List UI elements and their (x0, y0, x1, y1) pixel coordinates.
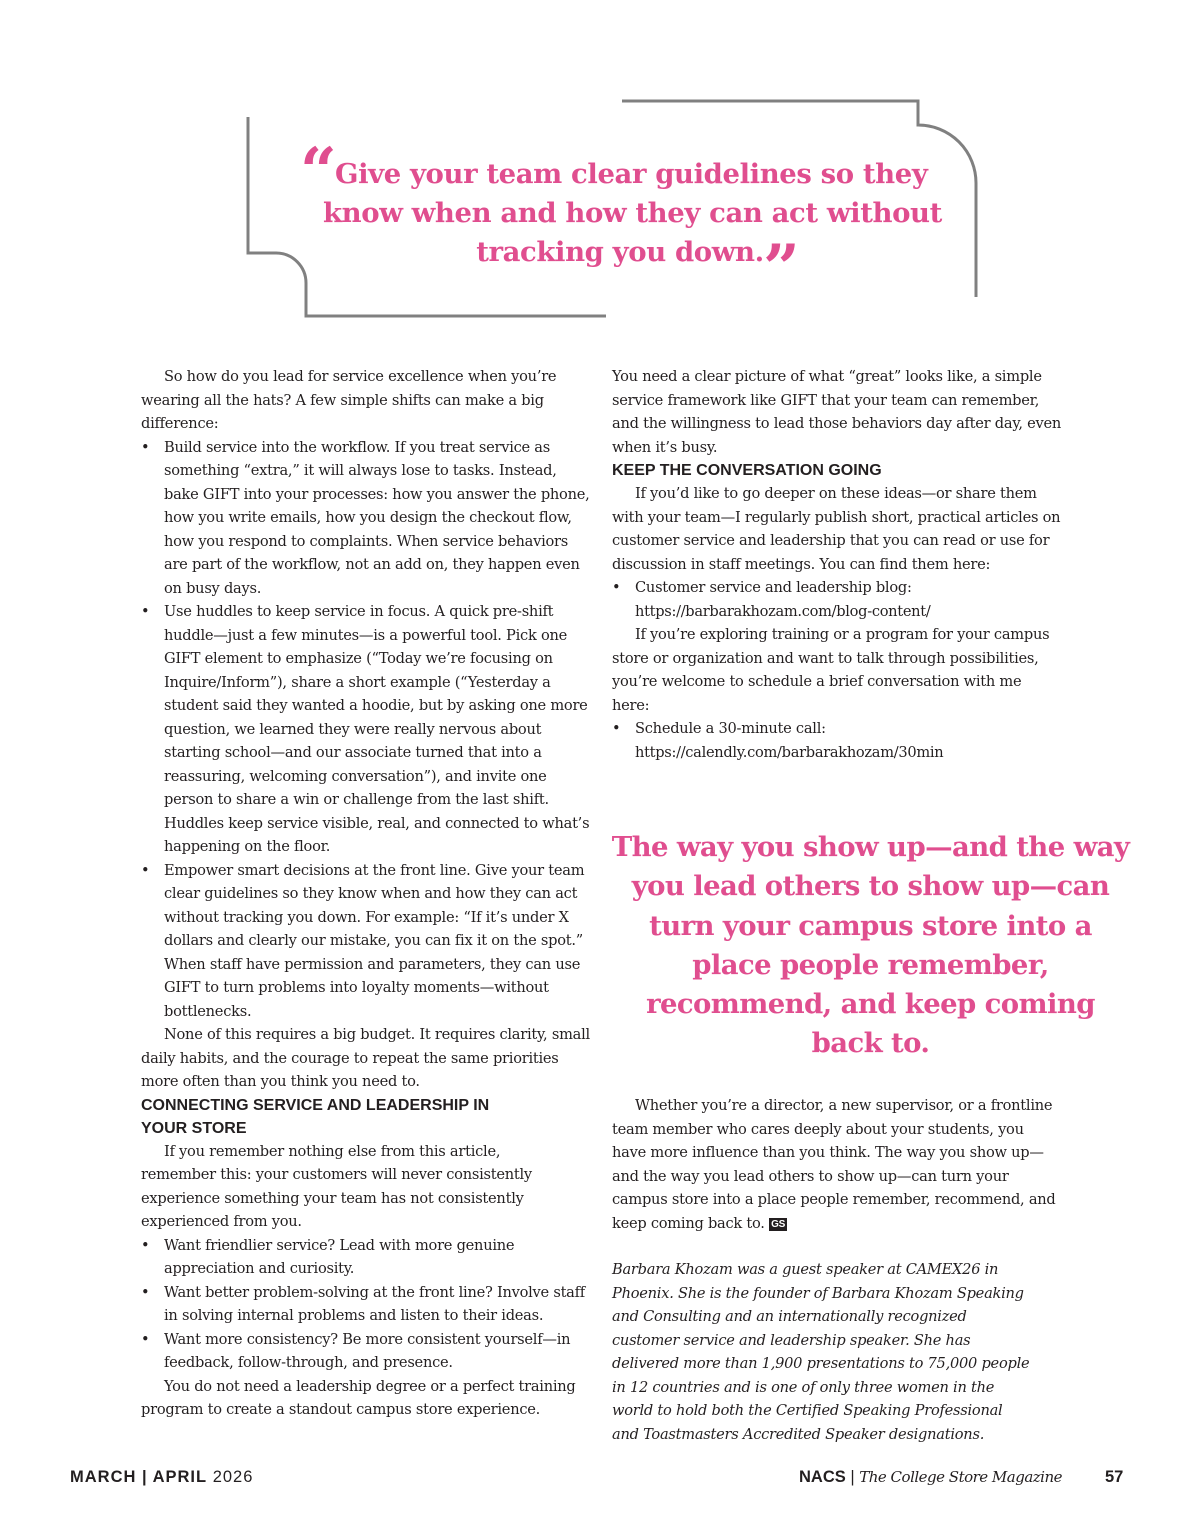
exploring-paragraph: If you’re exploring training or a program for your campus store or organization and want to talk through possibilities, you’re welcome to schedule a brief conversation with me here: (612, 626, 1050, 714)
deeper-paragraph: If you’d like to go deeper on these ideas—or share them with your team—I regularly publish short, practical articles on customer service and leadership that you can read or use for discussion in staff meetings. You can find them here: (612, 485, 1061, 573)
whether-paragraph (612, 1094, 1062, 1235)
whether-text: Whether you’re a director, a new supervisor, or a frontline team member who cares deeply about your students, you have more influence than you think. The way you show up—and the way you lead others to show up—can turn your campus store into a place people remember, recommend, and keep coming back to. (612, 1097, 1056, 1232)
list-item: • Want friendlier service? Lead with more genuine appreciation and curiosity. (141, 1236, 515, 1277)
closing-paragraph: You do not need a leadership degree or a perfect training program to create a standout campus store experience. (141, 1377, 576, 1418)
list-item: • Want better problem-solving at the front line? Involve staff in solving internal problems and listen to their ideas. (141, 1283, 585, 1324)
blog-link[interactable]: https://barbarakhozam.com/blog-content/ (635, 602, 931, 620)
list-item: • Empower smart decisions at the front line. Give your team clear guidelines so they know when and how they can act without tracking you down. For example: “If it’s under X dollars and clearly our mistake, you can fix it on the spot.” When staff have permission and parameters, they can use GIFT to turn problems into loyalty moments—without bottlenecks. (141, 861, 585, 1020)
pull-quote-line-2: know when and how they can act without (323, 197, 942, 229)
bullet-text: Want friendlier service? Lead with more genuine appreciation and curiosity. (164, 1236, 515, 1277)
bullet-text: Empower smart decisions at the front line. Give your team clear guidelines so they know when and how they can act without tracking you down. For example: “If it’s under X dollars and clearly our mistake, you can fix it on the spot.” When staff have permission and parameters, they can use GIFT to turn problems into loyalty moments—without bottlenecks. (164, 861, 585, 1020)
bullet-text: Want more consistency? Be more consistent yourself—in feedback, follow-through, and presence. (164, 1330, 571, 1371)
left-column (141, 365, 593, 1422)
author-bio: Barbara Khozam was a guest speaker at CAMEX26 in Phoenix. She is the founder of Barbara Khozam Speaking and Consulting and an internationally recognized customer service and leadership speaker. She has delivered more than 1,900 presentations to 75,000 people in 12 countries and is one of only three women in the world to hold both the Certified Speaking Professional and Toastmasters Accredited Speaker designations. (612, 1261, 1030, 1443)
remember-paragraph: If you remember nothing else from this article, remember this: your customers will never consistently experience something your team has not consistently experienced from you. (141, 1142, 532, 1230)
pull-quote-line-1: Give your team clear guidelines so they (335, 158, 928, 190)
open-quote-mark: “ (300, 134, 337, 209)
right-column-bottom (612, 1094, 1062, 1446)
footer-month: MARCH | APRIL (70, 1468, 208, 1486)
pull-quote-line-3: tracking you down. (476, 236, 764, 268)
page-number: 57 (1105, 1468, 1124, 1486)
footer-brand-name: NACS (799, 1468, 846, 1486)
list-item: • Customer service and leadership blog: https://barbarakhozam.com/blog-content/ (612, 579, 931, 620)
list-item: • Schedule a 30-minute call: https://calendly.com/barbarakhozam/30min (612, 720, 944, 761)
blog-label: Customer service and leadership blog: (635, 579, 912, 596)
list-item: • Build service into the workflow. If you treat service as something “extra,” it will always lose to tasks. Instead, bake GIFT into your processes: how you answer the phone, how you write emails, how you design the checkout flow, how you respond to complaints. When service behaviors are part of the workflow, not an add on, they happen even on busy days. (141, 438, 590, 597)
intro-paragraph: So how do you lead for service excellence when you’re wearing all the hats? A few simple shifts can make a big difference: (141, 368, 557, 432)
footer-separator: | (850, 1468, 855, 1486)
highlight-quote: The way you show up—and the way you lead others to show up—can turn your campus store into a place people remember, recommend, and keep coming back to. (611, 831, 1130, 1060)
calendly-link[interactable]: https://calendly.com/barbarakhozam/30min (635, 743, 944, 761)
bullet-text: Use huddles to keep service in focus. A quick pre-shift huddle—just a few minutes—is a powerful tool. Pick one GIFT element to emphasize (“Today we’re focusing on Inquire/Inform”), share a short example (“Yesterday a student said they wanted a hoodie, but by asking one more question, we learned they were really nervous about starting school—and our associate turned that into a reassuring, welcoming conversation”), and invite one person to share a win or challenge from the last shift. Huddles keep service visible, real, and connected to what’s happening on the floor. (164, 603, 590, 855)
close-quote-mark: ” (763, 231, 800, 306)
list-item: • Want more consistency? Be more consistent yourself—in feedback, follow-through, and presence. (141, 1330, 571, 1371)
section-heading-conversation: KEEP THE CONVERSATION GOING (612, 462, 882, 479)
footer-magazine-title: The College Store Magazine (859, 1468, 1063, 1486)
call-label: Schedule a 30-minute call: (635, 720, 826, 737)
end-mark-logo: GS (771, 1218, 786, 1230)
right-column-top (612, 365, 1062, 764)
bullet-text: Want better problem-solving at the front line? Involve staff in solving internal problems and listen to their ideas. (164, 1283, 585, 1324)
footer-publication (799, 1466, 1062, 1488)
footer-issue-date (70, 1466, 253, 1488)
footer-year: 2026 (212, 1468, 254, 1486)
continuation-paragraph: You need a clear picture of what “great” looks like, a simple service framework like GIFT that your team can remember, and the willingness to lead those behaviors day after day, even when it’s busy. (612, 368, 1062, 456)
list-item: • Use huddles to keep service in focus. A quick pre-shift huddle—just a few minutes—is a powerful tool. Pick one GIFT element to emphasize (“Today we’re focusing on Inquire/Inform”), share a short example (“Yesterday a student said they wanted a hoodie, but by asking one more question, we learned they were really nervous about starting school—and our associate turned that into a reassuring, welcoming conversation”), and invite one person to share a win or challenge from the last shift. Huddles keep service visible, real, and connected to what’s happening on the floor. (141, 603, 590, 855)
bullet-text: Build service into the workflow. If you treat service as something “extra,” it will always lose to tasks. Instead, bake GIFT into your processes: how you answer the phone, how you write emails, how you design the checkout flow, how you respond to complaints. When service behaviors are part of the workflow, not an add on, they happen even on busy days. (164, 438, 590, 597)
budget-paragraph: None of this requires a big budget. It requires clarity, small daily habits, and the courage to repeat the same priorities more often than you think you need to. (141, 1026, 590, 1090)
section-heading-connecting: CONNECTING SERVICE AND LEADERSHIP IN YOUR STORE (141, 1096, 490, 1137)
